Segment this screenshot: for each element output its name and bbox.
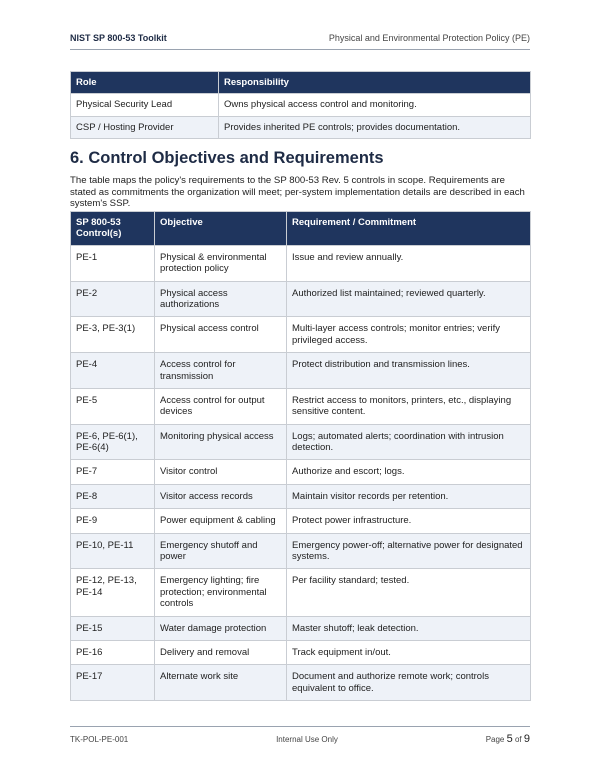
header-policy-title: Physical and Environmental Protection Policy (PE): [328, 33, 530, 43]
controls-row: [71, 509, 531, 533]
controls-cell: Emergency power-off; alternative power for designated systems.: [287, 533, 531, 569]
controls-row: [71, 665, 531, 701]
controls-cell: PE-4: [71, 353, 155, 389]
roles-header-cell: Responsibility: [219, 72, 531, 94]
controls-row: [71, 616, 531, 640]
controls-cell: Master shutoff; leak detection.: [287, 616, 531, 640]
controls-cell: Water damage protection: [155, 616, 287, 640]
controls-cell: PE-16: [71, 640, 155, 664]
footer-page-total: 9: [523, 733, 530, 745]
footer-page-indicator: [486, 733, 530, 745]
controls-cell: Emergency lighting; fire protection; environmental controls: [155, 569, 287, 616]
controls-cell: PE-17: [71, 665, 155, 701]
controls-cell: Power equipment & cabling: [155, 509, 287, 533]
controls-row: [71, 640, 531, 664]
page-footer: [70, 726, 530, 745]
footer-page-label: Page: [485, 735, 505, 744]
controls-table: [70, 211, 531, 701]
controls-row: [71, 533, 531, 569]
page-header: [70, 33, 530, 50]
section-title: 6. Control Objectives and Requirements: [70, 149, 384, 167]
controls-cell: Visitor control: [155, 460, 287, 484]
controls-cell: Protect power infrastructure.: [287, 509, 531, 533]
footer-classification: Internal Use Only: [276, 735, 338, 744]
controls-row: [71, 281, 531, 317]
controls-cell: Document and authorize remote work; controls equivalent to office.: [287, 665, 531, 701]
controls-cell: Visitor access records: [155, 484, 287, 508]
footer-doc-id: TK-POL-PE-001: [70, 735, 129, 744]
controls-row: [71, 353, 531, 389]
controls-cell: PE-10, PE-11: [71, 533, 155, 569]
controls-cell: PE-15: [71, 616, 155, 640]
roles-cell: Physical Security Lead: [71, 94, 219, 116]
controls-cell: Maintain visitor records per retention.: [287, 484, 531, 508]
controls-cell: Monitoring physical access: [155, 424, 287, 460]
roles-cell: CSP / Hosting Provider: [71, 116, 219, 138]
controls-cell: PE-5: [71, 388, 155, 424]
controls-cell: Multi-layer access controls; monitor entries; verify privileged access.: [287, 317, 531, 353]
footer-page-current: 5: [506, 733, 513, 745]
controls-cell: PE-1: [71, 245, 155, 281]
controls-row: [71, 424, 531, 460]
controls-header-cell: Requirement / Commitment: [287, 212, 531, 246]
controls-cell: Per facility standard; tested.: [287, 569, 531, 616]
roles-cell: Provides inherited PE controls; provides documentation.: [219, 116, 531, 138]
controls-cell: PE-3, PE-3(1): [71, 317, 155, 353]
controls-cell: PE-12, PE-13, PE-14: [71, 569, 155, 616]
controls-cell: Restrict access to monitors, printers, etc., displaying sensitive content.: [287, 388, 531, 424]
header-toolkit-title: NIST SP 800-53 Toolkit: [70, 33, 167, 43]
footer-page-of: of: [514, 735, 522, 744]
roles-header-cell: Role: [71, 72, 219, 94]
controls-row: [71, 460, 531, 484]
controls-header-cell: SP 800-53 Control(s): [71, 212, 155, 246]
controls-row: [71, 569, 531, 616]
controls-cell: PE-6, PE-6(1), PE-6(4): [71, 424, 155, 460]
controls-row: [71, 388, 531, 424]
controls-cell: Authorized list maintained; reviewed quarterly.: [287, 281, 531, 317]
controls-cell: Alternate work site: [155, 665, 287, 701]
roles-table: [70, 71, 531, 139]
controls-cell: Physical access control: [155, 317, 287, 353]
roles-cell: Owns physical access control and monitoring.: [219, 94, 531, 116]
controls-header-cell: Objective: [155, 212, 287, 246]
controls-cell: Issue and review annually.: [287, 245, 531, 281]
controls-cell: PE-9: [71, 509, 155, 533]
roles-row: [71, 94, 531, 116]
section-intro: The table maps the policy's requirements to the SP 800-53 Rev. 5 controls in scope. Requirements are stated as commitments the organization will meet; per-system implementation details are described in each system's SSP.: [70, 175, 525, 209]
controls-cell: Access control for transmission: [155, 353, 287, 389]
controls-row: [71, 484, 531, 508]
controls-cell: Physical & environmental protection policy: [155, 245, 287, 281]
controls-cell: PE-2: [71, 281, 155, 317]
controls-row: [71, 317, 531, 353]
controls-cell: Protect distribution and transmission lines.: [287, 353, 531, 389]
controls-cell: Logs; automated alerts; coordination with intrusion detection.: [287, 424, 531, 460]
controls-row: [71, 245, 531, 281]
controls-cell: Delivery and removal: [155, 640, 287, 664]
controls-cell: PE-7: [71, 460, 155, 484]
controls-cell: Authorize and escort; logs.: [287, 460, 531, 484]
controls-cell: Emergency shutoff and power: [155, 533, 287, 569]
roles-row: [71, 116, 531, 138]
controls-cell: PE-8: [71, 484, 155, 508]
controls-cell: Track equipment in/out.: [287, 640, 531, 664]
controls-cell: Access control for output devices: [155, 388, 287, 424]
controls-cell: Physical access authorizations: [155, 281, 287, 317]
